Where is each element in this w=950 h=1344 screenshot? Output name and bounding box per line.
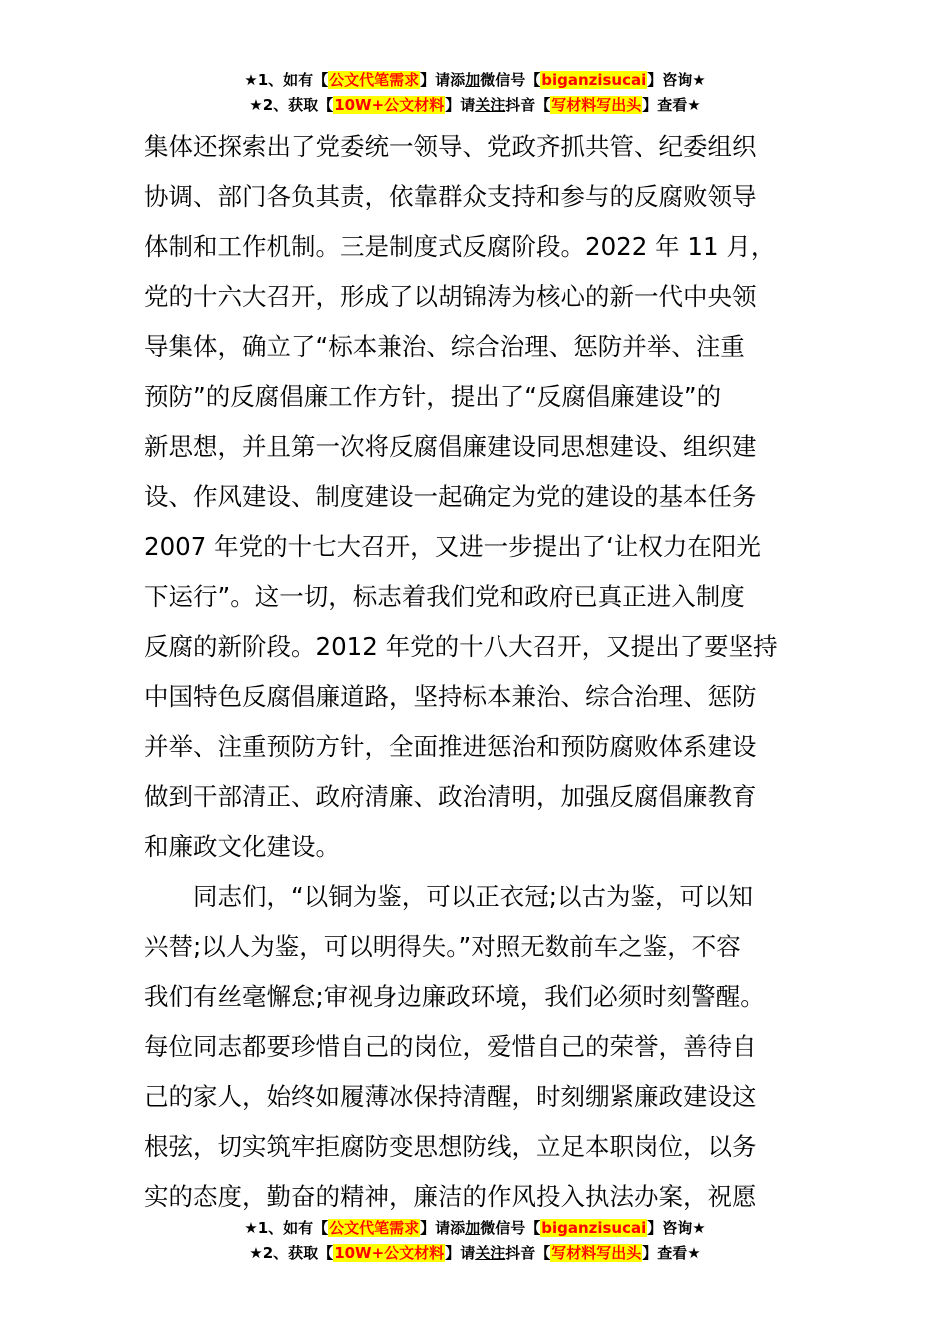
body-line: 并举、注重预防方针，全面推进惩治和预防腐败体系建设 (144, 732, 757, 761)
banner-text: 微信号【 (480, 1219, 541, 1237)
underlined-text: 加 (465, 1219, 481, 1237)
banner-text: 】请添 (420, 1219, 466, 1237)
underlined-text: 加 (465, 71, 481, 89)
body-line: 预防”的反腐倡廉工作方针，提出了“反腐倡廉建设”的 (144, 382, 722, 411)
body-line: 己的家人，始终如履薄冰保持清醒，时刻绷紧廉政建设这 (144, 1082, 757, 1111)
banner-text: ★1、如有【 (244, 1219, 329, 1237)
body-line: 体制和工作机制。三是制度式反腐阶段。2022 年 11 月， (144, 232, 776, 261)
footer-banner (0, 1216, 950, 1266)
body-line: 和廉政文化建设。 (144, 832, 340, 861)
body-line: 实的态度，勤奋的精神，廉洁的作风投入执法办案，祝愿 (144, 1182, 757, 1211)
banner-text: ★2、获取【 (249, 96, 334, 114)
banner-text: 】查看★ (642, 96, 701, 114)
body-line: 下运行”。这一切，标志着我们党和政府已真正进入制度 (144, 582, 745, 611)
body-line: 做到干部清正、政府清廉、政治清明，加强反腐倡廉教育 (144, 782, 757, 811)
banner-text: 】请添 (420, 71, 466, 89)
banner-text: 】查看★ (642, 1244, 701, 1262)
banner-text: ★1、如有【 (244, 71, 329, 89)
body-line: 党的十六大召开，形成了以胡锦涛为核心的新一代中央领 (144, 282, 757, 311)
banner-text: 抖音【 (505, 1244, 551, 1262)
body-line: 协调、部门各负其责，依靠群众支持和参与的反腐败领导 (144, 182, 757, 211)
body-line: 2007 年党的十七大召开，又进一步提出了‘让权力在阳光 (144, 532, 761, 561)
banner-text: 】请 (445, 1244, 476, 1262)
body-line: 中国特色反腐倡廉道路，坚持标本兼治、综合治理、惩防 (144, 682, 757, 711)
banner-text: 微信号【 (480, 71, 541, 89)
highlight-service: 公文代笔需求 (329, 71, 420, 89)
body-line: 我们有丝毫懈怠;审视身边廉政环境，我们必须时刻警醒。 (144, 982, 765, 1011)
highlight-service: 公文代笔需求 (329, 1219, 420, 1237)
highlight-douyin-account: 写材料写出头 (551, 1244, 642, 1262)
banner-text: 】咨询★ (647, 71, 706, 89)
underlined-text: 关注 (475, 96, 506, 114)
banner-text: ★2、获取【 (249, 1244, 334, 1262)
highlight-materials: 10W+公文材料 (334, 96, 445, 114)
body-line: 导集体，确立了“标本兼治、综合治理、惩防并举、注重 (144, 332, 745, 361)
body-line: 反腐的新阶段。2012 年党的十八大召开，又提出了要坚持 (144, 632, 778, 661)
body-line: 同志们，“以铜为鉴，可以正衣冠;以古为鉴，可以知 (144, 882, 753, 911)
banner-text: 】咨询★ (647, 1219, 706, 1237)
body-line: 新思想，并且第一次将反腐倡廉建设同思想建设、组织建 (144, 432, 757, 461)
header-banner (0, 68, 950, 118)
body-line: 兴替;以人为鉴，可以明得失。”对照无数前车之鉴，不容 (144, 932, 741, 961)
banner-line-2 (0, 1241, 950, 1266)
body-line: 每位同志都要珍惜自己的岗位，爱惜自己的荣誉，善待自 (144, 1032, 757, 1061)
banner-line-1 (0, 1216, 950, 1241)
highlight-materials: 10W+公文材料 (334, 1244, 445, 1262)
banner-text: 】请 (445, 96, 476, 114)
document-body (144, 122, 808, 1222)
body-line: 集体还探索出了党委统一领导、党政齐抓共管、纪委组织 (144, 132, 757, 161)
highlight-douyin-account: 写材料写出头 (551, 96, 642, 114)
body-line: 根弦，切实筑牢拒腐防变思想防线，立足本职岗位，以务 (144, 1132, 757, 1161)
highlight-wechat-id: biganzisucai (541, 71, 647, 89)
banner-text: 抖音【 (505, 96, 551, 114)
banner-line-1 (0, 68, 950, 93)
underlined-text: 关注 (475, 1244, 506, 1262)
body-line: 设、作风建设、制度建设一起确定为党的建设的基本任务 (144, 482, 757, 511)
highlight-wechat-id: biganzisucai (541, 1219, 647, 1237)
banner-line-2 (0, 93, 950, 118)
